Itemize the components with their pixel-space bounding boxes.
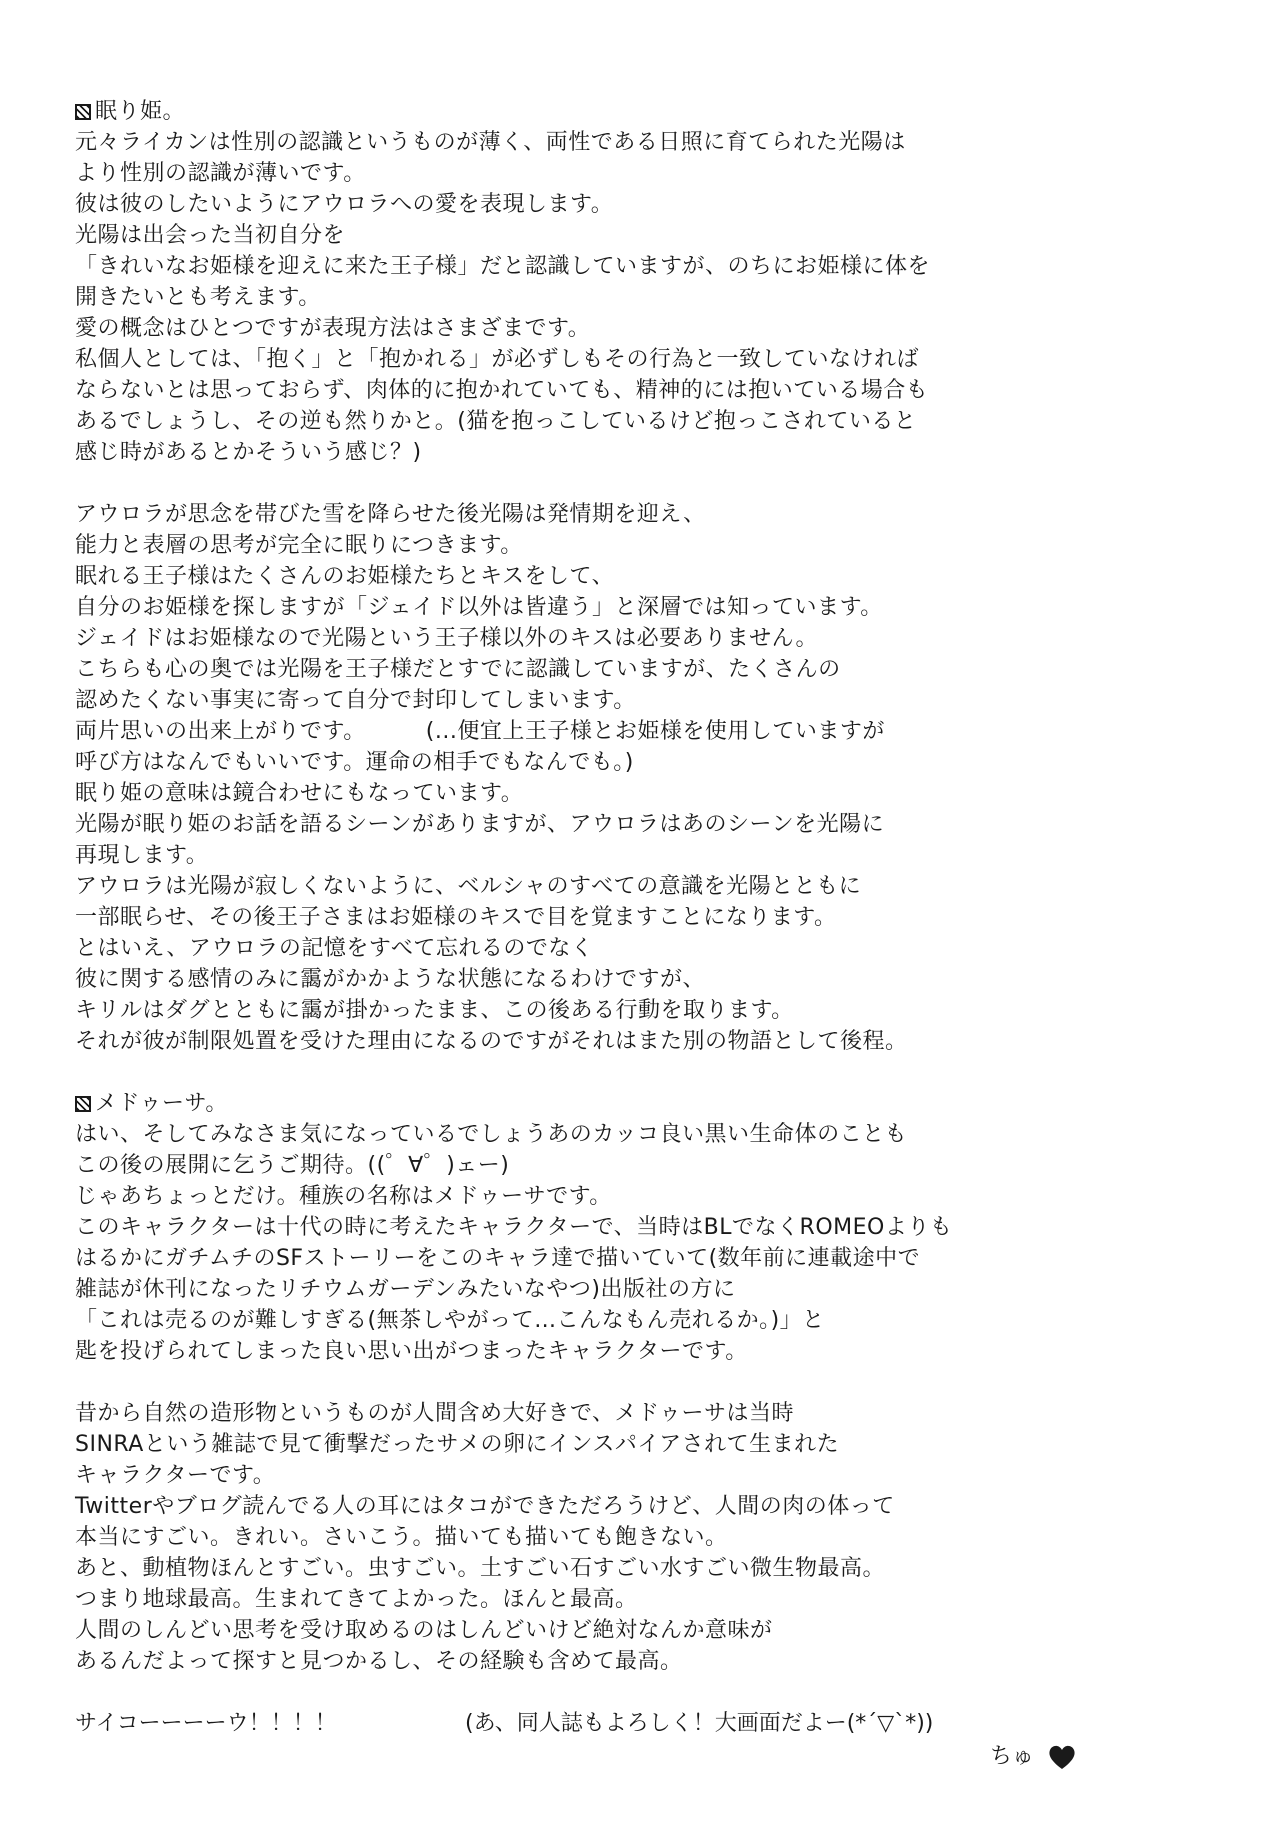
text-line: つまり地球最高。生まれてきてよかった。ほんと最高。: [75, 1587, 638, 1612]
text-line: 人間のしんどい思考を受け取めるのはしんどいけど絶対なんか意味が: [75, 1618, 773, 1643]
text-line: 元々ライカンは性別の認識というものが薄く、両性である日照に育てられた光陽は: [75, 130, 906, 155]
checkbox-mark-icon: [75, 1096, 91, 1112]
text-line: キャラクターです。: [75, 1463, 276, 1488]
paragraph-gap: [75, 1677, 1205, 1708]
text-line: アウロラは光陽が寂しくないように、ベルシャのすべての意識を光陽とともに: [75, 874, 862, 899]
text-line: 「きれいなお姫様を迎えに来た王子様」だと認識していますが、のちにお姫様に体を: [75, 254, 931, 279]
text-line: アウロラが思念を帯びた雪を降らせた後光陽は発情期を迎え、: [75, 502, 706, 527]
text-line: あと、動植物ほんとすごい。虫すごい。土すごい石すごい水すごい微生物最高。: [75, 1556, 886, 1581]
text-line: 眠り姫の意味は鏡合わせにもなっています。: [75, 781, 524, 806]
text-line: 能力と表層の思考が完全に眠りにつきます。: [75, 533, 523, 558]
text-line: キリルはダグとともに靄が掛かったまま、この後ある行動を取ります。: [75, 998, 794, 1023]
text-line: SINRAという雑誌で見て衝撃だったサメの卵にインスパイアされて生まれた: [75, 1432, 840, 1457]
paragraph-gap: [75, 1367, 1205, 1398]
text-line: 認めたくない事実に寄って自分で封印してしまいます。: [75, 688, 636, 713]
text-line: こちらも心の奥では光陽を王子様だとすでに認識していますが、たくさんの: [75, 657, 841, 682]
text-line: このキャラクターは十代の時に考えたキャラクターで、当時はBLでなくROMEOよりも: [75, 1215, 953, 1240]
afterword-text: [75, 96, 1205, 1779]
closing-line: [75, 1708, 1205, 1739]
text-line: 雑誌が休刊になったリチウムガーデンみたいなやつ)出版社の方に: [75, 1277, 736, 1302]
text-line: 感じ時があるとかそういう感じ？): [75, 440, 422, 465]
text-line: より性別の認識が薄いです。: [75, 161, 366, 186]
text-line: 愛の概念はひとつですが表現方法はさまざまです。: [75, 316, 591, 341]
text-line: じゃあちょっとだけ。種族の名称はメドゥーサです。: [75, 1184, 612, 1209]
text-line: Twitterやブログ読んでる人の耳にはタコができただろうけど、人間の肉の体って: [75, 1494, 895, 1519]
signature-text: ちゅ: [990, 1744, 1035, 1769]
text-line-left: 両片思いの出来上がりです。: [75, 719, 366, 744]
section-heading-medusa: [75, 1088, 1205, 1119]
text-line: あるんだよって探すと見つかるし、その経験も含めて最高。: [75, 1649, 683, 1674]
checkbox-mark-icon: [75, 104, 91, 120]
text-line: 光陽は出会った当初自分を: [75, 223, 346, 248]
text-line: それが彼が制限処置を受けた理由になるのですがそれはまた別の物語として後程。: [75, 1029, 908, 1054]
text-line: 光陽が眠り姫のお話を語るシーンがありますが、アウロラはあのシーンを光陽に: [75, 812, 885, 837]
text-line: はるかにガチムチのSFストーリーをこのキャラ達で描いていて(数年前に連載途中で: [75, 1246, 921, 1271]
text-line: 彼は彼のしたいようにアウロラへの愛を表現します。: [75, 192, 614, 217]
text-line-right: (...便宜上王子様とお姫様を使用していますが: [425, 719, 885, 744]
section-heading-sleeping-beauty: [75, 96, 1205, 127]
text-line-split: [75, 716, 1205, 747]
text-line: とはいえ、アウロラの記憶をすべて忘れるのでなく: [75, 936, 594, 961]
text-line: あるでしょうし、その逆も然りかと。(猫を抱っこしているけど抱っこされていると: [75, 409, 917, 434]
text-line: 自分のお姫様を探しますが「ジェイド以外は皆違う」と深層では知っています。: [75, 595, 883, 620]
text-line: 匙を投げられてしまった良い思い出がつまったキャラクターです。: [75, 1339, 748, 1364]
text-line: 私個人としては、「抱く」と「抱かれる」が必ずしもその行為と一致していなければ: [75, 347, 920, 372]
text-line: 開きたいとも考えます。: [75, 285, 321, 310]
text-line: 再現します。: [75, 843, 209, 868]
text-line: 昔から自然の造形物というものが人間含め大好きで、メドゥーサは当時: [75, 1401, 795, 1426]
text-line: ジェイドはお姫様なので光陽という王子様以外のキスは必要ありません。: [75, 626, 818, 651]
paragraph-gap: [75, 468, 1205, 499]
text-line: 「これは売るのが難しすぎる(無茶しやがって…こんなもん売れるか。)」と: [75, 1308, 825, 1333]
paragraph-gap: [75, 1057, 1205, 1088]
text-line: 眠れる王子様はたくさんのお姫様たちとキスをして、: [75, 564, 615, 589]
closing-note: (あ、同人誌もよろしく！大画面だよー(*´▽`*)): [465, 1711, 934, 1736]
text-line: 彼に関する感情のみに靄がかかような状態になるわけですが、: [75, 967, 706, 992]
signature-row: [75, 1739, 1205, 1779]
text-line: 呼び方はなんでもいいです。運命の相手でもなんでも。): [75, 750, 634, 775]
text-line: ならないとは思っておらず、肉体的に抱かれていても、精神的には抱いている場合も: [75, 378, 929, 403]
heart-icon: [1047, 1743, 1077, 1771]
text-line: 本当にすごい。きれい。さいこう。描いても描いても飽きない。: [75, 1525, 728, 1550]
text-line: この後の展開に乞うご期待。((゜∀゜)ェー): [75, 1153, 510, 1178]
text-line: はい、そしてみなさま気になっているでしょうあのカッコ良い黒い生命体のことも: [75, 1122, 908, 1147]
closing-shout: サイコーーーーウ！！！！: [75, 1711, 337, 1736]
heading-text: メドゥーサ。: [95, 1091, 228, 1116]
heading-text: 眠り姫。: [95, 99, 186, 124]
text-line: 一部眠らせ、その後王子さまはお姫様のキスで目を覚ますことになります。: [75, 905, 837, 930]
